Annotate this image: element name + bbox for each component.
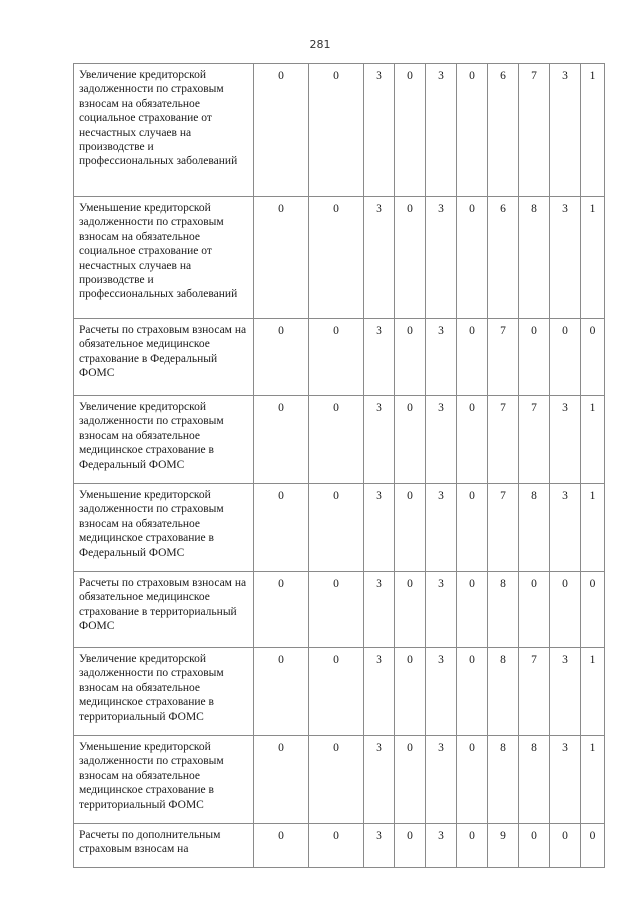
- code-cell: 0: [581, 572, 605, 648]
- row-account-name: Увеличение кредиторской задолженности по страховым взносам на обязательное медицинское страхование в Федеральный ФОМС: [74, 396, 254, 484]
- row-account-name: Увеличение кредиторской задолженности по страховым взносам на обязательное социальное страхование от несчастных случаев на производстве и профессиональных заболеваний: [74, 64, 254, 197]
- code-cell: 0: [254, 572, 309, 648]
- code-cell: 3: [426, 572, 457, 648]
- code-cell: 7: [488, 484, 519, 572]
- code-cell: 1: [581, 64, 605, 197]
- table-row: [74, 197, 605, 319]
- code-cell: 0: [309, 824, 364, 868]
- code-cell: 0: [457, 736, 488, 824]
- code-cell: 0: [309, 396, 364, 484]
- code-cell: 1: [581, 197, 605, 319]
- code-cell: 8: [519, 197, 550, 319]
- code-cell: 3: [426, 64, 457, 197]
- code-cell: 0: [254, 396, 309, 484]
- code-cell: 8: [488, 736, 519, 824]
- table-row: [74, 648, 605, 736]
- code-cell: 1: [581, 484, 605, 572]
- code-cell: 0: [395, 572, 426, 648]
- code-cell: 7: [488, 396, 519, 484]
- table-body: [74, 64, 605, 868]
- table-row: [74, 484, 605, 572]
- code-cell: 6: [488, 197, 519, 319]
- code-cell: 3: [364, 64, 395, 197]
- table-row: [74, 64, 605, 197]
- code-cell: 0: [395, 396, 426, 484]
- code-cell: 3: [550, 484, 581, 572]
- row-account-name: Уменьшение кредиторской задолженности по страховым взносам на обязательное медицинское страхование в территориальный ФОМС: [74, 736, 254, 824]
- row-account-name: Увеличение кредиторской задолженности по страховым взносам на обязательное медицинское страхование в территориальный ФОМС: [74, 648, 254, 736]
- code-cell: 7: [488, 319, 519, 396]
- code-cell: 0: [457, 197, 488, 319]
- code-cell: 0: [254, 736, 309, 824]
- code-cell: 3: [364, 824, 395, 868]
- code-cell: 0: [457, 484, 488, 572]
- code-cell: 0: [550, 572, 581, 648]
- table-row: [74, 824, 605, 868]
- code-cell: 0: [254, 824, 309, 868]
- row-account-name: Расчеты по страховым взносам на обязательное медицинское страхование в Федеральный ФОМС: [74, 319, 254, 396]
- code-cell: 0: [395, 824, 426, 868]
- code-cell: 3: [364, 736, 395, 824]
- code-cell: 0: [309, 197, 364, 319]
- table-row: [74, 396, 605, 484]
- code-cell: 0: [309, 648, 364, 736]
- row-account-name: Расчеты по дополнительным страховым взносам на: [74, 824, 254, 868]
- code-cell: 9: [488, 824, 519, 868]
- code-cell: 0: [254, 484, 309, 572]
- code-cell: 0: [457, 396, 488, 484]
- code-cell: 3: [550, 736, 581, 824]
- code-cell: 0: [395, 319, 426, 396]
- code-cell: 0: [254, 319, 309, 396]
- code-cell: 0: [395, 736, 426, 824]
- row-account-name: Уменьшение кредиторской задолженности по страховым взносам на обязательное медицинское страхование в Федеральный ФОМС: [74, 484, 254, 572]
- code-cell: 8: [519, 736, 550, 824]
- code-cell: 0: [457, 319, 488, 396]
- code-cell: 7: [519, 396, 550, 484]
- page-number: 281: [309, 38, 331, 51]
- account-codes-table: [73, 63, 605, 868]
- code-cell: 1: [581, 736, 605, 824]
- code-cell: 3: [550, 648, 581, 736]
- code-cell: 0: [395, 197, 426, 319]
- code-cell: 8: [488, 648, 519, 736]
- code-cell: 0: [309, 736, 364, 824]
- code-cell: 0: [395, 64, 426, 197]
- code-cell: 3: [426, 319, 457, 396]
- code-cell: 3: [364, 197, 395, 319]
- code-cell: 0: [395, 484, 426, 572]
- code-cell: 3: [364, 319, 395, 396]
- code-cell: 0: [519, 824, 550, 868]
- code-cell: 0: [395, 648, 426, 736]
- code-cell: 0: [457, 572, 488, 648]
- table-row: [74, 736, 605, 824]
- code-cell: 7: [519, 64, 550, 197]
- code-cell: 8: [519, 484, 550, 572]
- code-cell: 3: [426, 484, 457, 572]
- table-row: [74, 319, 605, 396]
- code-cell: 0: [309, 319, 364, 396]
- code-cell: 3: [364, 572, 395, 648]
- row-account-name: Уменьшение кредиторской задолженности по страховым взносам на обязательное социальное страхование от несчастных случаев на производстве и профессиональных заболеваний: [74, 197, 254, 319]
- code-cell: 8: [488, 572, 519, 648]
- code-cell: 0: [309, 572, 364, 648]
- code-cell: 3: [364, 648, 395, 736]
- code-cell: 1: [581, 396, 605, 484]
- code-cell: 0: [581, 824, 605, 868]
- table-row: [74, 572, 605, 648]
- code-cell: 0: [457, 64, 488, 197]
- code-cell: 0: [457, 824, 488, 868]
- code-cell: 3: [426, 824, 457, 868]
- code-cell: 3: [364, 396, 395, 484]
- code-cell: 0: [550, 824, 581, 868]
- code-cell: 0: [550, 319, 581, 396]
- code-cell: 0: [519, 572, 550, 648]
- code-cell: 0: [581, 319, 605, 396]
- code-cell: 3: [426, 396, 457, 484]
- code-cell: 0: [309, 64, 364, 197]
- code-cell: 3: [364, 484, 395, 572]
- code-cell: 0: [254, 648, 309, 736]
- code-cell: 3: [426, 197, 457, 319]
- code-cell: 3: [550, 64, 581, 197]
- code-cell: 0: [457, 648, 488, 736]
- code-cell: 0: [254, 64, 309, 197]
- code-cell: 3: [550, 396, 581, 484]
- code-cell: 1: [581, 648, 605, 736]
- row-account-name: Расчеты по страховым взносам на обязательное медицинское страхование в территориальный ФОМС: [74, 572, 254, 648]
- code-cell: 7: [519, 648, 550, 736]
- code-cell: 0: [254, 197, 309, 319]
- code-cell: 3: [426, 736, 457, 824]
- code-cell: 0: [519, 319, 550, 396]
- code-cell: 3: [550, 197, 581, 319]
- code-cell: 3: [426, 648, 457, 736]
- code-cell: 0: [309, 484, 364, 572]
- code-cell: 6: [488, 64, 519, 197]
